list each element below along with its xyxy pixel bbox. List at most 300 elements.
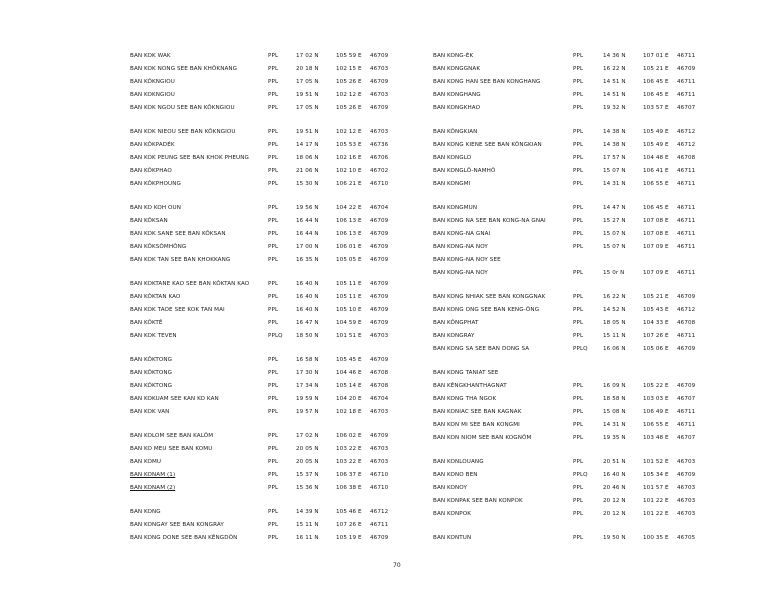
place-name: BAN KÔNGPHAT — [433, 320, 479, 326]
place-name: BAN KONAM (2) — [130, 485, 176, 491]
place-name: BAN KON NIOM SEE BAN KOGNÔM — [433, 435, 532, 441]
map-sheet: 46709 — [370, 320, 389, 326]
place-name: BAN KÔKPADÉK — [130, 142, 175, 148]
latitude: 15 07 N — [603, 244, 626, 250]
latitude: 16 47 N — [296, 320, 319, 326]
feature-class: PPL — [268, 205, 279, 211]
map-sheet: 46711 — [677, 53, 696, 59]
place-name: BAN KONGLÔ-NAMHÔ — [433, 168, 496, 174]
feature-class: PPL — [268, 53, 279, 59]
feature-class: PPLQ — [268, 333, 283, 339]
place-name: BAN KÔKSÔMHÔNG — [130, 244, 187, 250]
latitude: 15 37 N — [296, 472, 319, 478]
place-name: BAN KÔKTAN KAO — [130, 294, 181, 300]
place-name: BAN KONG-NA NOY — [433, 244, 488, 250]
latitude: 16 44 N — [296, 218, 319, 224]
longitude: 105 21 E — [643, 294, 669, 300]
feature-class: PPL — [268, 320, 279, 326]
longitude: 101 22 E — [643, 498, 669, 504]
map-sheet: 46710 — [370, 485, 389, 491]
map-sheet: 46710 — [370, 181, 389, 187]
longitude: 103 22 E — [336, 446, 362, 452]
longitude: 104 48 E — [643, 155, 669, 161]
longitude: 102 12 E — [336, 129, 362, 135]
longitude: 105 49 E — [643, 142, 669, 148]
place-name: BAN KOK TEVEN — [130, 333, 177, 339]
latitude: 17 05 N — [296, 105, 319, 111]
longitude: 104 46 E — [336, 370, 362, 376]
feature-class: PPL — [573, 231, 584, 237]
feature-class: PPL — [268, 472, 279, 478]
place-name: BAN KON MI SEE BAN KONGMI — [433, 422, 520, 428]
feature-class: PPL — [573, 218, 584, 224]
place-name: BAN KOK VAN — [130, 409, 170, 415]
place-name: BAN KONPAK SEE BAN KONPOK — [433, 498, 523, 504]
feature-class: PPL — [573, 511, 584, 517]
feature-class: PPL — [268, 218, 279, 224]
longitude: 106 01 E — [336, 244, 362, 250]
latitude: 19 32 N — [603, 105, 626, 111]
latitude: 15 11 N — [296, 522, 319, 528]
feature-class: PPL — [268, 257, 279, 263]
place-name: BAN KONG-NA GNAI — [433, 231, 491, 237]
feature-class: PPL — [573, 307, 584, 313]
longitude: 105 11 E — [336, 294, 362, 300]
place-name: BAN KONG-NA NOY SEE — [433, 257, 501, 263]
feature-class: PPL — [573, 79, 584, 85]
longitude: 106 13 E — [336, 231, 362, 237]
latitude: 15 07 N — [603, 168, 626, 174]
map-sheet: 46711 — [677, 422, 696, 428]
map-sheet: 46711 — [677, 205, 696, 211]
longitude: 107 26 E — [336, 522, 362, 528]
latitude: 19 51 N — [296, 92, 319, 98]
feature-class: PPL — [573, 181, 584, 187]
feature-class: PPL — [268, 307, 279, 313]
latitude: 17 57 N — [603, 155, 626, 161]
map-sheet: 46711 — [677, 409, 696, 415]
latitude: 14 51 N — [603, 92, 626, 98]
map-sheet: 46703 — [370, 333, 389, 339]
longitude: 102 15 E — [336, 66, 362, 72]
map-sheet: 46712 — [677, 142, 696, 148]
feature-class: PPL — [268, 485, 279, 491]
longitude: 106 49 E — [643, 409, 669, 415]
latitude: 14 52 N — [603, 307, 626, 313]
feature-class: PPL — [573, 320, 584, 326]
longitude: 104 59 E — [336, 320, 362, 326]
place-name: BAN KOKUAM SEE KAN KO KAN — [130, 396, 219, 402]
map-sheet: 46708 — [370, 370, 389, 376]
map-sheet: 46709 — [677, 294, 696, 300]
latitude: 14 47 N — [603, 205, 626, 211]
longitude: 106 55 E — [643, 422, 669, 428]
map-sheet: 46704 — [370, 396, 389, 402]
feature-class: PPL — [268, 281, 279, 287]
place-name: BAN KÊNGKHANTHAGNAT — [433, 383, 507, 389]
place-name: BAN KONG ONG SEE BAN KENG-ÔNG — [433, 307, 540, 313]
latitude: 14 38 N — [603, 129, 626, 135]
place-name: BAN KO MEU SEE BAN KOMU — [130, 446, 213, 452]
longitude: 102 10 E — [336, 168, 362, 174]
place-name: BAN KONG-ÉK — [433, 53, 474, 59]
feature-class: PPL — [573, 142, 584, 148]
longitude: 104 22 E — [336, 205, 362, 211]
feature-class: PPL — [268, 535, 279, 541]
map-sheet: 46709 — [370, 294, 389, 300]
longitude: 100 35 E — [643, 535, 669, 541]
latitude: 16 40 N — [296, 281, 319, 287]
latitude: 16 44 N — [296, 231, 319, 237]
map-sheet: 46709 — [370, 105, 389, 111]
map-sheet: 46707 — [677, 435, 696, 441]
map-sheet: 46710 — [370, 472, 389, 478]
page-number: 70 — [393, 562, 401, 569]
latitude: 17 30 N — [296, 370, 319, 376]
feature-class: PPL — [573, 535, 584, 541]
latitude: 16 40 N — [296, 307, 319, 313]
map-sheet: 46712 — [677, 129, 696, 135]
latitude: 21 06 N — [296, 168, 319, 174]
longitude: 105 26 E — [336, 105, 362, 111]
latitude: 17 02 N — [296, 53, 319, 59]
place-name: BAN KONGAY SEE BAN KONGRAY — [130, 522, 224, 528]
longitude: 106 45 E — [643, 205, 669, 211]
map-sheet: 46709 — [677, 66, 696, 72]
latitude: 19 51 N — [296, 129, 319, 135]
latitude: 17 34 N — [296, 383, 319, 389]
map-sheet: 46711 — [677, 168, 696, 174]
longitude: 103 22 E — [336, 459, 362, 465]
feature-class: PPL — [573, 92, 584, 98]
longitude: 106 45 E — [643, 79, 669, 85]
longitude: 101 52 E — [643, 459, 669, 465]
longitude: 102 12 E — [336, 92, 362, 98]
feature-class: PPL — [573, 168, 584, 174]
map-sheet: 46711 — [677, 333, 696, 339]
map-sheet: 46711 — [677, 181, 696, 187]
map-sheet: 46707 — [677, 396, 696, 402]
place-name: BAN KOK WAK — [130, 53, 171, 59]
map-sheet: 46703 — [370, 459, 389, 465]
feature-class: PPL — [573, 422, 584, 428]
feature-class: PPL — [573, 383, 584, 389]
feature-class: PPL — [268, 509, 279, 515]
place-name: BAN KONGLO — [433, 155, 472, 161]
map-sheet: 46708 — [370, 383, 389, 389]
latitude: 16 58 N — [296, 357, 319, 363]
map-sheet: 46703 — [370, 129, 389, 135]
place-name: BAN KOKTANE KAO SEE BAN KÔKTAN KAO — [130, 281, 250, 287]
map-sheet: 46703 — [370, 66, 389, 72]
feature-class: PPL — [268, 129, 279, 135]
place-name: BAN KOK NGOU SEE BAN KÔKNGIOU — [130, 105, 235, 111]
place-name: BAN KONGMUN — [433, 205, 478, 211]
feature-class: PPL — [573, 396, 584, 402]
latitude: 18 58 N — [603, 396, 626, 402]
feature-class: PPL — [268, 357, 279, 363]
longitude: 105 49 E — [643, 129, 669, 135]
latitude: 16 11 N — [296, 535, 319, 541]
longitude: 105 45 E — [336, 357, 362, 363]
place-name: BAN KONG THA NGOK — [433, 396, 497, 402]
map-sheet: 46709 — [677, 346, 696, 352]
longitude: 106 13 E — [336, 218, 362, 224]
map-sheet: 46736 — [370, 142, 389, 148]
feature-class: PPL — [573, 53, 584, 59]
place-name: BAN KOK NONG SEE BAN KHÔKNANG — [130, 66, 238, 72]
feature-class: PPL — [573, 435, 584, 441]
latitude: 14 39 N — [296, 509, 319, 515]
longitude: 105 26 E — [336, 79, 362, 85]
latitude: 16 22 N — [603, 294, 626, 300]
place-name: BAN KOK TAN SEE BAN KHOKKANG — [130, 257, 231, 263]
feature-class: PPL — [268, 155, 279, 161]
place-name: BAN KOK TAOE SEE KOK TAN MAI — [130, 307, 225, 313]
place-name: BAN KONG-NA NOY — [433, 270, 488, 276]
latitude: 19 57 N — [296, 409, 319, 415]
longitude: 101 51 E — [336, 333, 362, 339]
map-sheet: 46709 — [370, 535, 389, 541]
feature-class: PPL — [268, 66, 279, 72]
feature-class: PPL — [268, 433, 279, 439]
map-sheet: 46709 — [370, 79, 389, 85]
longitude: 102 16 E — [336, 155, 362, 161]
map-sheet: 46703 — [370, 92, 389, 98]
longitude: 102 18 E — [336, 409, 362, 415]
latitude: 18 05 N — [603, 320, 626, 326]
longitude: 105 06 E — [643, 346, 669, 352]
latitude: 20 51 N — [603, 459, 626, 465]
map-sheet: 46705 — [677, 535, 696, 541]
place-name: BAN KÔKSAN — [130, 218, 168, 224]
feature-class: PPL — [268, 370, 279, 376]
feature-class: PPL — [573, 129, 584, 135]
latitude: 14 31 N — [603, 422, 626, 428]
place-name: BAN KONGHANG — [433, 92, 481, 98]
map-sheet: 46706 — [370, 155, 389, 161]
latitude: 16 40 N — [603, 472, 626, 478]
map-sheet: 46709 — [370, 218, 389, 224]
map-sheet: 46709 — [370, 231, 389, 237]
latitude: 20 12 N — [603, 498, 626, 504]
place-name: BAN KÔKTONG — [130, 383, 173, 389]
place-name: BAN KONOY — [433, 485, 467, 491]
feature-class: PPL — [573, 205, 584, 211]
latitude: 15 08 N — [603, 409, 626, 415]
place-name: BAN KONG NHIAK SEE BAN KONGGNAK — [433, 294, 546, 300]
place-name: BAN KONPOK — [433, 511, 472, 517]
longitude: 101 22 E — [643, 511, 669, 517]
map-sheet: 46703 — [677, 459, 696, 465]
longitude: 105 59 E — [336, 53, 362, 59]
map-sheet: 46707 — [677, 105, 696, 111]
place-name: BAN KÔKTÊ — [130, 320, 163, 326]
place-name: BAN KONLOUANG — [433, 459, 484, 465]
feature-class: PPL — [268, 522, 279, 528]
place-name: BAN KONGGNAK — [433, 66, 481, 72]
latitude: 15 0r N — [603, 270, 625, 276]
longitude: 106 45 E — [643, 92, 669, 98]
map-sheet: 46708 — [677, 320, 696, 326]
place-name: BAN KÔKTONG — [130, 370, 173, 376]
map-sheet: 46711 — [677, 244, 696, 250]
place-name: BAN KOKNGIOU — [130, 92, 175, 98]
place-name: BAN KONGRAY — [433, 333, 475, 339]
map-sheet: 46711 — [677, 231, 696, 237]
longitude: 107 26 E — [643, 333, 669, 339]
place-name: BAN KOLOM SEE BAN KALÔM — [130, 433, 214, 439]
place-name: BAN KONGKHAO — [433, 105, 481, 111]
latitude: 18 06 N — [296, 155, 319, 161]
map-sheet: 46709 — [370, 433, 389, 439]
longitude: 107 08 E — [643, 231, 669, 237]
feature-class: PPL — [268, 79, 279, 85]
feature-class: PPL — [268, 294, 279, 300]
latitude: 16 09 N — [603, 383, 626, 389]
longitude: 105 34 E — [643, 472, 669, 478]
longitude: 106 38 E — [336, 485, 362, 491]
map-sheet: 46709 — [370, 281, 389, 287]
latitude: 20 46 N — [603, 485, 626, 491]
latitude: 16 06 N — [603, 346, 626, 352]
place-name: BAN KONG SA SEE BAN DONG SA — [433, 346, 530, 352]
map-sheet: 46704 — [370, 205, 389, 211]
longitude: 107 01 E — [643, 53, 669, 59]
longitude: 107 08 E — [643, 218, 669, 224]
map-sheet: 46711 — [370, 522, 389, 528]
feature-class: PPL — [268, 105, 279, 111]
longitude: 103 03 E — [643, 396, 669, 402]
feature-class: PPL — [573, 333, 584, 339]
latitude: 14 17 N — [296, 142, 319, 148]
latitude: 16 22 N — [603, 66, 626, 72]
place-name: BAN KONG TANIAT SEE — [433, 370, 499, 376]
place-name: BAN KO KOH OUN — [130, 205, 182, 211]
latitude: 20 05 N — [296, 446, 319, 452]
feature-class: PPL — [268, 244, 279, 250]
feature-class: PPL — [268, 409, 279, 415]
feature-class: PPL — [573, 155, 584, 161]
map-sheet: 46702 — [370, 168, 389, 174]
latitude: 20 18 N — [296, 66, 319, 72]
place-name: BAN KOMU — [130, 459, 162, 465]
latitude: 18 50 N — [296, 333, 319, 339]
map-sheet: 46712 — [370, 509, 389, 515]
place-name: BAN KONGMI — [433, 181, 471, 187]
map-sheet: 46703 — [677, 498, 696, 504]
map-sheet: 46709 — [677, 472, 696, 478]
feature-class: PPL — [573, 244, 584, 250]
latitude: 19 56 N — [296, 205, 319, 211]
place-name: BAN KONG KIENE SEE BAN KÔNGKIAN — [433, 142, 542, 148]
latitude: 15 36 N — [296, 485, 319, 491]
longitude: 107 09 E — [643, 244, 669, 250]
longitude: 106 21 E — [336, 181, 362, 187]
map-sheet: 46711 — [677, 79, 696, 85]
latitude: 14 38 N — [603, 142, 626, 148]
longitude: 105 46 E — [336, 509, 362, 515]
longitude: 106 55 E — [643, 181, 669, 187]
place-name: BAN KÔKNGIOU — [130, 79, 175, 85]
map-sheet: 46703 — [677, 511, 696, 517]
map-sheet: 46708 — [677, 155, 696, 161]
longitude: 105 05 E — [336, 257, 362, 263]
map-sheet: 46709 — [677, 383, 696, 389]
feature-class: PPL — [268, 231, 279, 237]
longitude: 105 21 E — [643, 66, 669, 72]
place-name: BAN KONAM (1) — [130, 472, 176, 478]
place-name: BAN KOK SANE SEE BAN KÔKSAN — [130, 231, 226, 237]
map-sheet: 46703 — [677, 485, 696, 491]
map-sheet: 46703 — [370, 446, 389, 452]
feature-class: PPL — [268, 168, 279, 174]
feature-class: PPLQ — [573, 346, 588, 352]
map-sheet: 46709 — [370, 244, 389, 250]
longitude: 105 19 E — [336, 535, 362, 541]
feature-class: PPL — [268, 459, 279, 465]
latitude: 16 40 N — [296, 294, 319, 300]
map-sheet: 46709 — [370, 307, 389, 313]
place-name: BAN KÔKPHAO — [130, 168, 172, 174]
feature-class: PPL — [573, 105, 584, 111]
latitude: 14 36 N — [603, 53, 626, 59]
feature-class: PPL — [573, 498, 584, 504]
longitude: 103 48 E — [643, 435, 669, 441]
latitude: 19 35 N — [603, 435, 626, 441]
latitude: 14 31 N — [603, 181, 626, 187]
map-sheet: 46711 — [677, 92, 696, 98]
latitude: 14 51 N — [603, 79, 626, 85]
longitude: 104 33 E — [643, 320, 669, 326]
feature-class: PPL — [268, 92, 279, 98]
place-name: BAN KONIAC SEE BAN KAGNAK — [433, 409, 522, 415]
feature-class: PPL — [268, 142, 279, 148]
place-name: BAN KOK PEUNG SEE BAN KHOK PHEUNG — [130, 155, 249, 161]
longitude: 105 10 E — [336, 307, 362, 313]
longitude: 103 57 E — [643, 105, 669, 111]
feature-class: PPL — [268, 396, 279, 402]
longitude: 105 11 E — [336, 281, 362, 287]
map-sheet: 46709 — [370, 257, 389, 263]
place-name: BAN KONG — [130, 509, 161, 515]
place-name: BAN KÔNGKIAN — [433, 129, 478, 135]
latitude: 19 50 N — [603, 535, 626, 541]
latitude: 16 35 N — [296, 257, 319, 263]
longitude: 101 57 E — [643, 485, 669, 491]
latitude: 19 59 N — [296, 396, 319, 402]
latitude: 15 11 N — [603, 333, 626, 339]
map-sheet: 46711 — [677, 218, 696, 224]
longitude: 107 09 E — [643, 270, 669, 276]
map-sheet: 46711 — [677, 270, 696, 276]
longitude: 105 53 E — [336, 142, 362, 148]
feature-class: PPL — [573, 66, 584, 72]
longitude: 106 41 E — [643, 168, 669, 174]
place-name: BAN KONG NA SEE BAN KONG-NA GNAI — [433, 218, 546, 224]
place-name: BAN KONO BEN — [433, 472, 478, 478]
feature-class: PPL — [268, 383, 279, 389]
place-name: BAN KÔKTONG — [130, 357, 173, 363]
latitude: 17 02 N — [296, 433, 319, 439]
place-name: BAN KONTUN — [433, 535, 472, 541]
longitude: 105 14 E — [336, 383, 362, 389]
place-name: BAN KONG HAN SEE BAN KONGHANG — [433, 79, 541, 85]
longitude: 105 22 E — [643, 383, 669, 389]
longitude: 106 02 E — [336, 433, 362, 439]
place-name: BAN KONG DONE SEE BAN KÊNGDÔN — [130, 535, 238, 541]
map-sheet: 46709 — [370, 53, 389, 59]
